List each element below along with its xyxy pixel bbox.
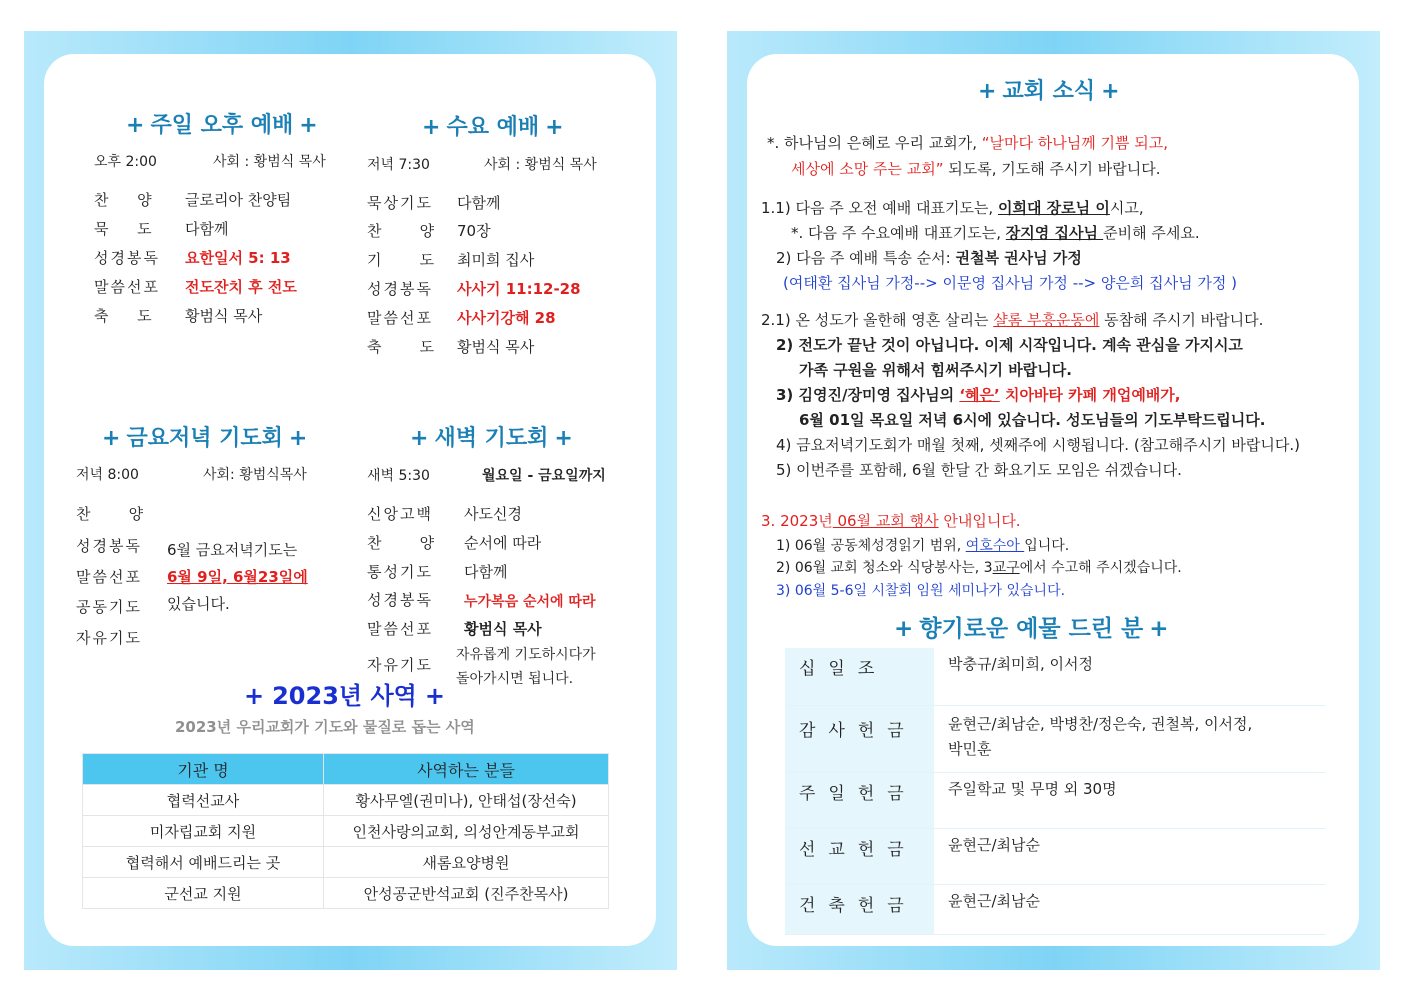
offering-table xyxy=(785,648,1326,935)
sunday-host: 사회 : 황범식 목사 xyxy=(213,154,326,170)
sunday-value-4: 전도잔치 후 전도 xyxy=(185,278,297,296)
ministry-table xyxy=(82,753,609,909)
news-intro-1 xyxy=(767,132,1168,153)
wednesday-value-2: 70장 xyxy=(457,222,491,240)
news-2-5: 5) 이번주를 포함해, 6월 한달 간 화요기도 모임은 쉬겠습니다. xyxy=(776,461,1182,479)
wednesday-value-3: 최미희 집사 xyxy=(457,251,535,269)
n3a: 3. 2023년 xyxy=(761,512,833,530)
n12a: 2) 다음 주 예배 특송 순서: xyxy=(776,249,956,267)
news-intro-2 xyxy=(791,158,1160,179)
n11e: 장지영 집사님 xyxy=(1005,224,1104,242)
n21c: 동참해 주시기 바랍니다. xyxy=(1099,311,1264,329)
n31c: 입니다. xyxy=(1024,538,1070,554)
dawn-value-5: 황범식 목사 xyxy=(464,620,542,638)
news-1-2 xyxy=(776,247,1082,268)
wednesday-value-1: 다함께 xyxy=(457,194,501,212)
offering-title: + 향기로운 예물 드린 분 + xyxy=(894,616,1169,642)
sunday-value-5: 황범식 목사 xyxy=(185,307,263,325)
dawn-label-6: 자유기도 xyxy=(367,656,433,674)
dawn-label-3: 통성기도 xyxy=(367,563,433,581)
n32a: 2) 06월 교회 청소와 식당봉사는, 3 xyxy=(776,560,993,576)
wednesday-label-4: 성경봉독 xyxy=(367,280,433,298)
news-1-2-order: (여태환 집사님 가정--> 이문영 집사님 가정 --> 양은희 집사님 가정 ) xyxy=(783,274,1237,292)
n12b: 권철복 권사님 가정 xyxy=(955,249,1082,267)
ministry-header-people: 사역하는 분들 xyxy=(324,754,609,785)
dawn-title-text: 새벽 기도회 xyxy=(434,426,549,451)
offering-kind: 주일헌금 xyxy=(785,772,934,828)
dawn-extra: 돌아가시면 됩니다. xyxy=(456,671,574,687)
ministry-title: + 2023년 사역 + xyxy=(244,682,445,710)
friday-title-text: 금요저녁 기도회 xyxy=(126,426,283,451)
friday-time: 저녁 8:00 xyxy=(76,467,139,483)
friday-label-5: 자유기도 xyxy=(76,629,142,647)
sunday-value-1: 글로리아 찬양팀 xyxy=(185,191,292,209)
sunday-time: 오후 2:00 xyxy=(94,154,157,170)
wednesday-label-2: 찬 양 xyxy=(367,222,435,240)
wednesday-value-4: 사사기 11:12-28 xyxy=(457,280,581,298)
offering-names: 박충규/최미희, 이서정 xyxy=(934,648,1326,705)
news-1-1 xyxy=(761,197,1144,218)
n11d: *. 다음 주 수요예배 대표기도는, xyxy=(791,224,1006,242)
n21a: 2.1) 온 성도가 올한해 영혼 살리는 xyxy=(761,311,994,329)
friday-note-3: 있습니다. xyxy=(167,595,230,613)
offering-kind: 건축헌금 xyxy=(785,884,934,934)
news-title-text: 교회 소식 xyxy=(1002,79,1096,104)
offering-names: 주일학교 및 무명 외 30명 xyxy=(934,772,1326,828)
offering-names: 윤현근/최남순 xyxy=(934,828,1326,884)
intro-1b: “날마다 하나님께 기쁨 되고, xyxy=(981,134,1168,152)
n31b: 여호수아 xyxy=(965,538,1025,554)
ministry-org: 협력해서 예배드리는 곳 xyxy=(83,847,324,878)
wednesday-label-5: 말씀선포 xyxy=(367,309,433,327)
offering-kind: 감사헌금 xyxy=(785,705,934,772)
friday-prayer-title: + 금요저녁 기도회 + xyxy=(102,426,308,451)
n3b: 06월 교회 행사 xyxy=(832,512,939,530)
news-2-3b: 6월 01일 목요일 저녁 6시에 있습니다. 성도님들의 기도부탁드립니다. xyxy=(799,411,1266,429)
table-row xyxy=(785,828,1326,884)
table-row xyxy=(785,648,1326,705)
friday-host: 사회: 황범식목사 xyxy=(203,467,307,483)
dawn-value-1: 사도신경 xyxy=(464,505,522,523)
sunday-title-text: 주일 오후 예배 xyxy=(150,113,294,138)
dawn-value-6: 자유롭게 기도하시다가 xyxy=(456,647,596,663)
offering-names: 윤현근/최남순 xyxy=(934,884,1326,934)
ministry-people: 황사무엘(권미나), 안태섭(장선숙) xyxy=(324,785,609,816)
wednesday-time: 저녁 7:30 xyxy=(367,157,430,173)
wednesday-label-6: 축 도 xyxy=(367,338,435,356)
dawn-label-1: 신앙고백 xyxy=(367,505,433,523)
news-2-2b: 가족 구원을 위해서 힘써주시기 바랍니다. xyxy=(799,361,1072,379)
wednesday-label-3: 기 도 xyxy=(367,251,435,269)
wednesday-title-text: 수요 예배 xyxy=(446,115,540,140)
dawn-time: 새벽 5:30 xyxy=(367,468,430,484)
offering-names-line2: 박민훈 xyxy=(948,739,992,758)
news-title: + 교회 소식 + xyxy=(978,79,1120,104)
n23c: 치아바타 카페 개업예배가, xyxy=(999,386,1181,404)
news-2-1 xyxy=(761,309,1263,330)
news-2-4: 4) 금요저녁기도회가 매월 첫째, 셋째주에 시행됩니다. (참고해주시기 바랍니다.) xyxy=(776,436,1300,454)
offering-names-line1: 윤현근/최남순, 박병찬/정은숙, 권철복, 이서정, xyxy=(948,714,1253,733)
table-row xyxy=(83,816,609,847)
news-2-3 xyxy=(776,384,1181,405)
offering-names xyxy=(934,705,1326,772)
dawn-prayer-title: + 새벽 기도회 + xyxy=(410,426,573,451)
n32c: 에서 수고해 주시겠습니다. xyxy=(1019,560,1182,576)
offering-kind: 십일조 xyxy=(785,648,934,705)
friday-label-3: 말씀선포 xyxy=(76,568,142,586)
n11c: 시고, xyxy=(1109,199,1144,217)
intro-2a: 세상에 소망 주는 교회” xyxy=(791,160,944,178)
ministry-org: 협력선교사 xyxy=(83,785,324,816)
wednesday-value-6: 황범식 목사 xyxy=(457,338,535,356)
friday-label-2: 성경봉독 xyxy=(76,537,142,555)
friday-note-2: 6월 9일, 6월23일에 xyxy=(167,568,308,586)
friday-label-1: 찬 양 xyxy=(76,505,144,523)
table-row xyxy=(785,884,1326,934)
wednesday-host: 사회 : 황범식 목사 xyxy=(484,157,597,173)
sunday-label-4: 말씀선포 xyxy=(94,278,160,296)
n31a: 1) 06월 공동체성경읽기 범위, xyxy=(776,538,966,554)
sunday-label-2: 묵 도 xyxy=(94,220,152,238)
ministry-org: 군선교 지원 xyxy=(83,878,324,909)
dawn-label-4: 성경봉독 xyxy=(367,591,433,609)
news-3-2 xyxy=(776,557,1182,577)
n3c: 안내입니다. xyxy=(938,512,1021,530)
wednesday-label-1: 묵상기도 xyxy=(367,194,433,212)
dawn-days: 월요일 - 금요일까지 xyxy=(482,468,606,484)
n21b: 샬롬 부흥운동에 xyxy=(993,311,1100,329)
sunday-value-3: 요한일서 5: 13 xyxy=(185,249,291,267)
news-3-1 xyxy=(776,535,1069,555)
friday-note-1: 6월 금요저녁기도는 xyxy=(167,541,298,559)
friday-label-4: 공동기도 xyxy=(76,598,142,616)
dawn-value-4: 누가복음 순서에 따라 xyxy=(464,594,596,610)
ministry-people: 안성공군반석교회 (진주찬목사) xyxy=(324,878,609,909)
ministry-people: 새롬요양병원 xyxy=(324,847,609,878)
news-3-3: 3) 06월 5-6일 시찰회 임원 세미나가 있습니다. xyxy=(776,583,1066,599)
offering-title-text: 향기로운 예물 드린 분 xyxy=(919,616,1144,642)
n32b: 교구 xyxy=(992,560,1020,576)
n23b: ‘혜은’ xyxy=(959,386,1000,404)
intro-1a: *. 하나님의 은혜로 우리 교회가, xyxy=(767,134,982,152)
dawn-value-3: 다함께 xyxy=(464,563,508,581)
ministry-org: 미자립교회 지원 xyxy=(83,816,324,847)
table-row xyxy=(83,878,609,909)
table-row xyxy=(83,785,609,816)
n11f: 준비해 주세요. xyxy=(1103,224,1200,242)
ministry-people: 인천사랑의교회, 의성안계동부교회 xyxy=(324,816,609,847)
n23a: 3) 김영진/장미영 집사님의 xyxy=(776,386,960,404)
table-row xyxy=(785,705,1326,772)
n11a: 1.1) 다음 주 오전 예배 대표기도는, xyxy=(761,199,998,217)
wednesday-value-5: 사사기강해 28 xyxy=(457,309,556,327)
offering-kind: 선교헌금 xyxy=(785,828,934,884)
intro-2b: 되도록, 기도해 주시기 바랍니다. xyxy=(943,160,1161,178)
sunday-label-5: 축 도 xyxy=(94,307,152,325)
dawn-value-2: 순서에 따라 xyxy=(464,534,542,552)
dawn-label-2: 찬 양 xyxy=(367,534,435,552)
table-row xyxy=(83,847,609,878)
news-2-2a: 2) 전도가 끝난 것이 아닙니다. 이제 시작입니다. 계속 관심을 가지시고 xyxy=(776,336,1243,354)
sunday-service-title: + 주일 오후 예배 + xyxy=(126,113,318,138)
ministry-title-text: 2023년 사역 xyxy=(272,682,417,710)
ministry-header-org: 기관 명 xyxy=(83,754,324,785)
dawn-label-5: 말씀선포 xyxy=(367,620,433,638)
n11b: 이희대 장로님 이 xyxy=(997,199,1110,217)
ministry-header-row xyxy=(83,754,609,785)
sunday-label-1: 찬 양 xyxy=(94,191,152,209)
wednesday-service-title: + 수요 예배 + xyxy=(422,115,564,140)
table-row xyxy=(785,772,1326,828)
sunday-value-2: 다함께 xyxy=(185,220,229,238)
news-3 xyxy=(761,510,1021,531)
sunday-label-3: 성경봉독 xyxy=(94,249,160,267)
news-1-1-wed xyxy=(791,222,1200,243)
ministry-subtitle: 2023년 우리교회가 기도와 물질로 돕는 사역 xyxy=(175,718,475,736)
